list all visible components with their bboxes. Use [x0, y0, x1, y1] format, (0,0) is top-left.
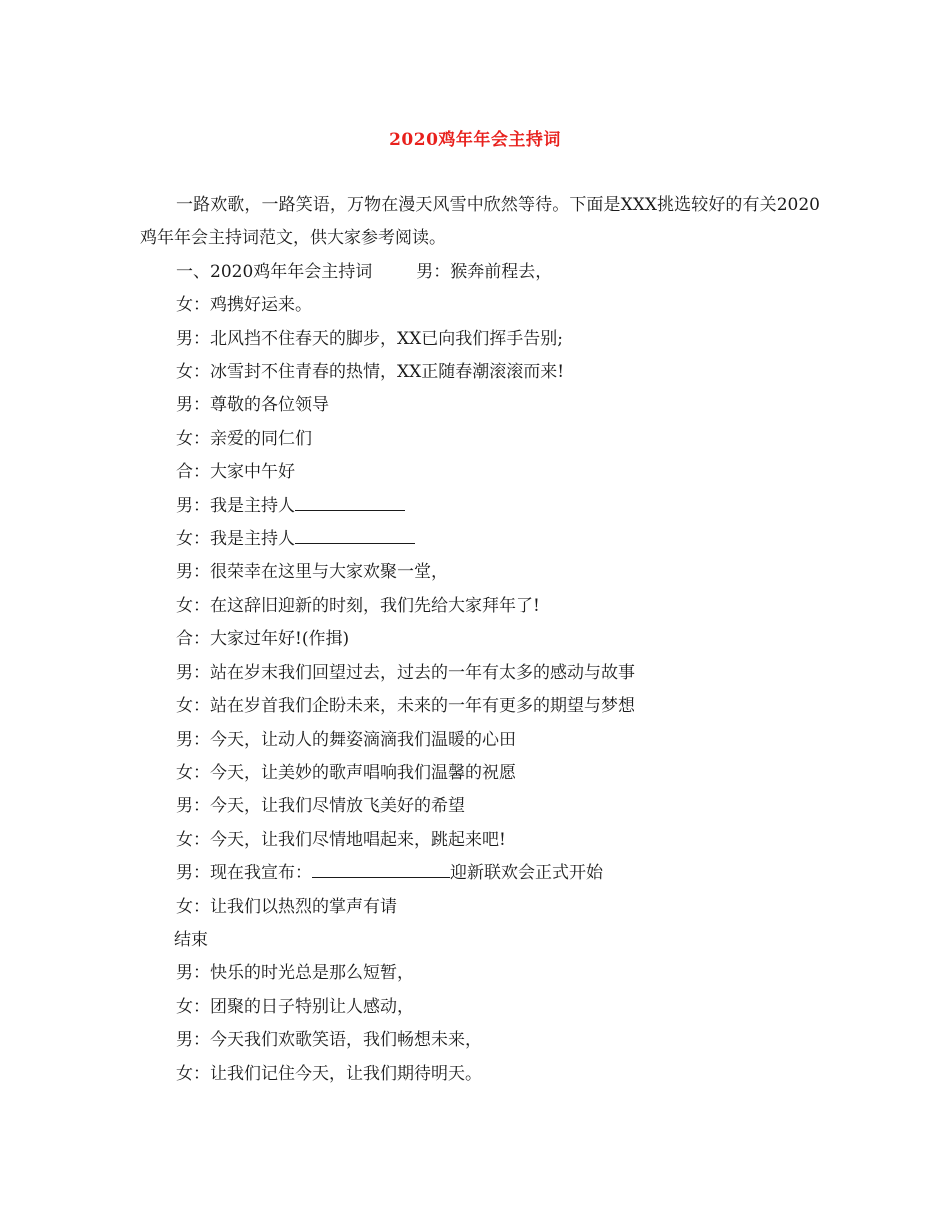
script-line: 合：大家中午好: [176, 462, 295, 483]
script-line: 男：今天，让动人的舞姿滴滴我们温暖的心田: [176, 729, 516, 750]
script-line: 合：大家过年好!(作揖): [176, 629, 350, 650]
name-blank: [295, 527, 415, 544]
script-line: 女：团聚的日子特别让人感动，: [176, 996, 414, 1017]
host-male-label: 男：我是主持人: [176, 495, 295, 516]
script-line: 女：今天，让我们尽情地唱起来，跳起来吧!: [176, 829, 506, 850]
document-body: [140, 189, 820, 1091]
announce-suffix: 迎新联欢会正式开始: [450, 863, 603, 884]
ending-heading: 结束: [174, 929, 208, 950]
script-line: 女：鸡携好运来。: [176, 295, 312, 316]
document-title: 2020鸡年年会主持词: [389, 130, 561, 150]
script-line: 女：在这辞旧迎新的时刻，我们先给大家拜年了!: [176, 595, 540, 616]
host-male-line: [140, 490, 820, 523]
section-heading: 一、2020鸡年年会主持词: [176, 261, 373, 282]
script-line: 男：快乐的时光总是那么短暂，: [176, 963, 414, 984]
section-heading-line: [140, 256, 820, 289]
host-female-label: 女：我是主持人: [176, 529, 295, 550]
event-name-blank: [312, 861, 450, 878]
script-line: 男：今天我们欢歌笑语，我们畅想未来，: [176, 1030, 482, 1051]
script-line: 女：让我们以热烈的掌声有请: [176, 896, 397, 917]
host-female-line: [140, 523, 820, 556]
announce-prefix: 男：现在我宣布：: [176, 863, 312, 884]
script-line: 男：很荣幸在这里与大家欢聚一堂，: [176, 562, 448, 583]
announce-line: [140, 857, 820, 890]
script-line: 女：站在岁首我们企盼未来，未来的一年有更多的期望与梦想: [176, 696, 635, 717]
script-line: 男：今天，让我们尽情放飞美好的希望: [176, 796, 465, 817]
script-line: 男：尊敬的各位领导: [176, 395, 329, 416]
script-line: 男：北风挡不住春天的脚步，XX已向我们挥手告别;: [176, 328, 563, 349]
script-line: 女：亲爱的同仁们: [176, 428, 312, 449]
name-blank: [295, 494, 405, 511]
script-line: 女：让我们记住今天，让我们期待明天。: [176, 1063, 482, 1084]
section-first-line: 男：猴奔前程去，: [416, 261, 553, 282]
script-line: 男：站在岁末我们回望过去，过去的一年有太多的感动与故事: [176, 662, 635, 683]
intro-paragraph: 一路欢歌，一路笑语，万物在漫天风雪中欣然等待。下面是XXX挑选较好的有关2020鸡年年会主持词范文，供大家参考阅读。: [140, 195, 820, 249]
script-line: 女：今天，让美妙的歌声唱响我们温馨的祝愿: [176, 762, 516, 783]
script-line: 女：冰雪封不住青春的热情，XX正随春潮滚滚而来!: [176, 362, 565, 383]
